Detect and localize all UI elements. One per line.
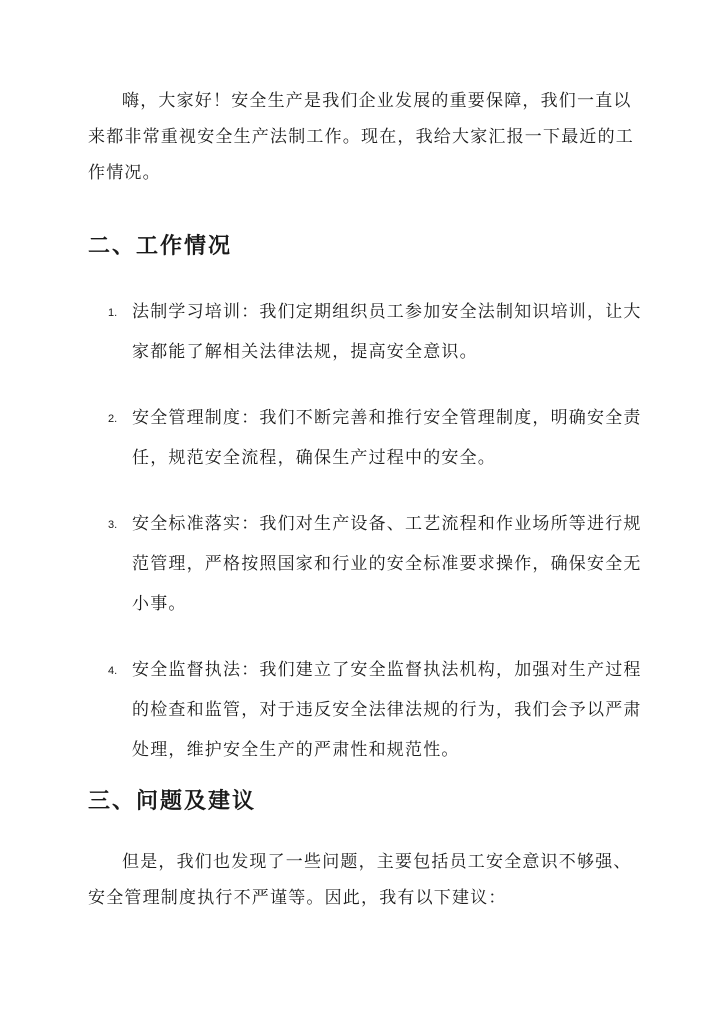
list-item-number: 1. [108,307,118,319]
list-item [88,292,648,372]
list-item [88,504,648,624]
list-item-text: 安全监督执法：我们建立了安全监督执法机构，加强对生产过程的检查和监管，对于违反安全法律法规的行为，我们会予以严肃处理，维护安全生产的严肃性和规范性。 [132,660,642,760]
list-item-text: 安全标准落实：我们对生产设备、工艺流程和作业场所等进行规范管理，严格按照国家和行业的安全标准要求操作，确保安全无小事。 [132,514,642,614]
intro-text: 嗨，大家好！安全生产是我们企业发展的重要保障，我们一直以来都非常重视安全生产法制工作。现在，我给大家汇报一下最近的工作情况。 [88,91,634,183]
list-item-text: 法制学习培训：我们定期组织员工参加安全法制知识培训，让大家都能了解相关法律法规，提高安全意识。 [132,302,642,362]
issues-paragraph [88,844,648,916]
list-item-number: 4. [108,665,118,677]
section-heading-issues: 三、问题及建议 [88,789,257,814]
list-item-number: 2. [108,413,118,425]
intro-paragraph [88,83,648,191]
list-item [88,650,648,770]
list-item-number: 3. [108,519,118,531]
section-heading-work: 二、工作情况 [88,234,233,259]
issues-text: 但是，我们也发现了一些问题，主要包括员工安全意识不够强、安全管理制度执行不严谨等。因此，我有以下建议： [88,852,632,908]
work-list [88,292,648,796]
list-item-text: 安全管理制度：我们不断完善和推行安全管理制度，明确安全责任，规范安全流程，确保生产过程中的安全。 [132,408,642,468]
list-item [88,398,648,478]
